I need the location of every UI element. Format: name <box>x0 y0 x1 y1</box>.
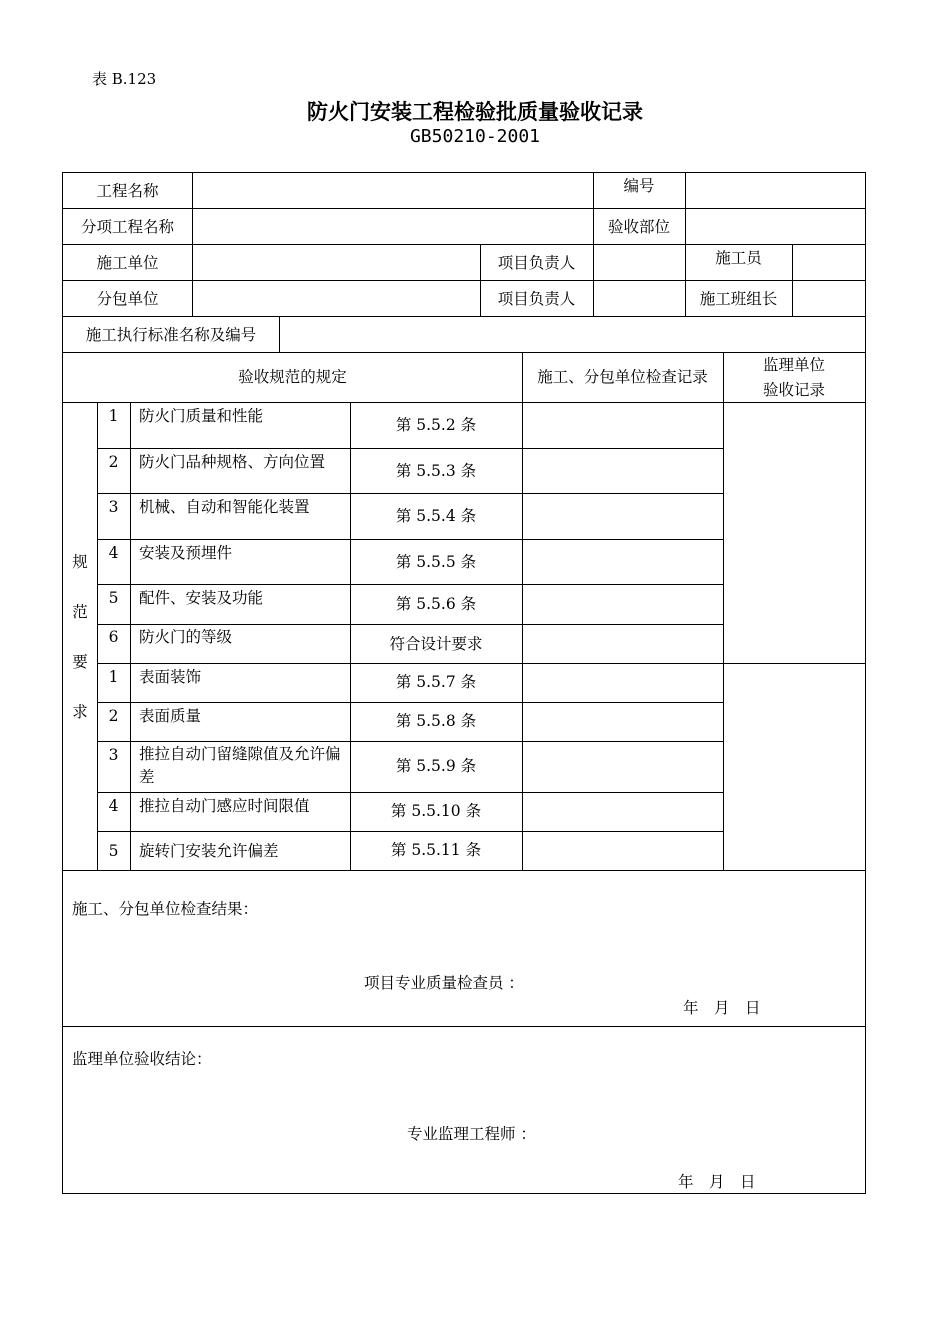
item-clause: 第 5.5.11 条 <box>390 841 482 859</box>
project-manager-label: 项目负责人 <box>497 254 576 272</box>
supervising-engineer-label: 专业监理工程师 ： <box>407 1125 536 1143</box>
item-clause: 第 5.5.8 条 <box>395 712 477 730</box>
standard-name-label: 施工执行标准名称及编号 <box>85 326 257 344</box>
item-no: 1 <box>108 407 119 425</box>
sub-project-name-label: 分项工程名称 <box>80 218 174 236</box>
acceptance-record-table <box>62 172 866 1194</box>
item-name: 防火门的等级 <box>139 628 233 646</box>
item-name: 表面装饰 <box>139 668 202 686</box>
item-name: 旋转门安装允许偏差 <box>139 842 279 860</box>
item-no: 4 <box>108 544 119 562</box>
item-clause: 第 5.5.9 条 <box>395 757 477 775</box>
side-label-char: 范 <box>72 603 88 621</box>
item-clause: 第 5.5.4 条 <box>395 507 477 525</box>
item-name: 推拉自动门留缝隙值及允许偏差 <box>139 745 341 786</box>
project-name-label: 工程名称 <box>96 182 159 200</box>
project-manager-label-2: 项目负责人 <box>497 290 576 308</box>
item-name: 机械、自动和智能化装置 <box>139 498 310 516</box>
side-label-char: 规 <box>72 553 88 571</box>
item-name: 安装及预埋件 <box>139 544 233 562</box>
item-no: 6 <box>108 628 119 646</box>
supervisor-header-line1: 监理单位 <box>762 356 825 374</box>
supervisor-conclusion-label: 监理单位验收结论： <box>72 1050 212 1068</box>
item-name: 防火门质量和性能 <box>139 407 264 425</box>
item-no: 2 <box>108 453 119 471</box>
subcontract-unit-label: 分包单位 <box>96 290 159 308</box>
item-no: 1 <box>108 668 119 686</box>
item-clause: 第 5.5.6 条 <box>395 595 477 613</box>
item-name: 表面质量 <box>139 707 202 725</box>
team-leader-label: 施工班组长 <box>699 290 778 308</box>
side-label-char: 求 <box>72 703 88 721</box>
item-no: 3 <box>108 498 119 516</box>
item-clause: 第 5.5.2 条 <box>395 416 477 434</box>
item-name: 推拉自动门感应时间限值 <box>139 797 310 815</box>
item-clause: 符合设计要求 <box>389 635 483 653</box>
contractor-result-label: 施工、分包单位检查结果： <box>72 900 259 918</box>
item-no: 3 <box>108 746 119 764</box>
standard-code: GB50210-2001 <box>409 126 541 147</box>
acceptance-part-label: 验收部位 <box>607 218 670 236</box>
item-clause: 第 5.5.10 条 <box>390 802 482 820</box>
table-number: 表 B.123 <box>92 70 157 88</box>
check-record-header: 施工、分包单位检查记录 <box>537 368 708 386</box>
supervisor-header-line2: 验收记录 <box>762 381 825 399</box>
construction-unit-label: 施工单位 <box>96 254 159 272</box>
constructor-label: 施工员 <box>715 249 762 267</box>
item-no: 5 <box>108 589 119 607</box>
item-clause: 第 5.5.3 条 <box>395 462 477 480</box>
item-no: 5 <box>108 842 119 860</box>
item-name: 配件、安装及功能 <box>139 589 264 607</box>
page-title: 防火门安装工程检验批质量验收记录 <box>307 100 643 124</box>
quality-inspector-label: 项目专业质量检查员 ： <box>364 974 524 992</box>
supervisor-date: 年 月 日 <box>678 1173 756 1191</box>
contractor-date: 年 月 日 <box>683 999 761 1017</box>
number-label: 编号 <box>623 177 655 195</box>
item-name: 防火门品种规格、方向位置 <box>139 453 326 471</box>
spec-header: 验收规范的规定 <box>238 368 347 386</box>
item-clause: 第 5.5.7 条 <box>395 673 477 691</box>
item-no: 4 <box>108 797 119 815</box>
item-no: 2 <box>108 707 119 725</box>
side-label-char: 要 <box>72 653 88 671</box>
item-clause: 第 5.5.5 条 <box>395 553 477 571</box>
